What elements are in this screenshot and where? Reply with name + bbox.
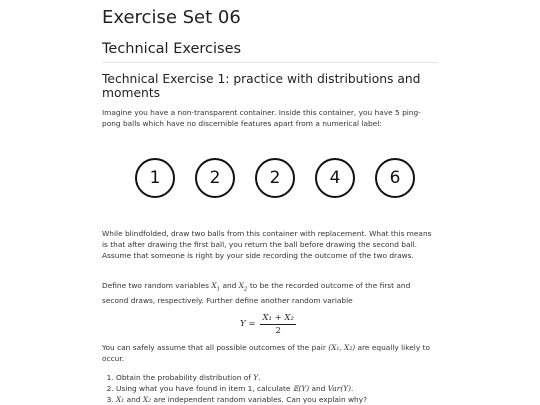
x1-symbol: $X_1$ — [211, 281, 221, 293]
section-heading: Technical Exercises — [102, 41, 242, 57]
task-item-3: 3. X₁ and X₂ are independent random variables. Can you explain why? — [116, 394, 438, 405]
section-divider — [102, 62, 438, 63]
x2-symbol: $X_2$ — [238, 281, 248, 293]
define-paragraph — [102, 280, 438, 306]
task-item-1: 1. Obtain the probability distribution of Y. — [116, 372, 438, 383]
assume-text-2: are equally likely to occur. — [102, 343, 430, 363]
assume-paragraph — [102, 342, 438, 364]
ball-2: 2 — [195, 158, 235, 198]
assume-text-1: You can safely assume that all possible outcomes of the pair — [102, 343, 326, 352]
ball-4: 4 — [315, 158, 355, 198]
equation-fraction — [260, 313, 295, 336]
y-equation — [240, 311, 296, 337]
page-title: Exercise Set 06 — [102, 7, 241, 28]
ping-pong-balls — [135, 158, 420, 200]
ball-5: 6 — [375, 158, 415, 198]
ball-3: 2 — [255, 158, 295, 198]
equation-denominator: 2 — [275, 325, 281, 336]
ball-1: 1 — [135, 158, 175, 198]
draw-paragraph: While blindfolded, draw two balls from this container with replacement. What this means is that after drawing the first ball, you return the ball before drawing the second ball. Assume that someone is right by your side recording the outcome of the two draws. — [102, 229, 432, 260]
equation-numerator: X₁ + X₂ — [262, 312, 294, 323]
intro-paragraph: Imagine you have a non-transparent container. Inside this container, you have 5 ping-pong balls which have no discernible features apart from a numerical label: — [102, 108, 421, 128]
task-item-2: 2. Using what you have found in item 1, calculate 𝔼(Y) and Var(Y). — [116, 383, 438, 394]
pair-symbol: (X₁, X₂) — [328, 343, 356, 352]
task-list — [102, 372, 438, 405]
define-and: and — [222, 281, 237, 290]
exercise-heading: Technical Exercise 1: practice with distributions and moments — [102, 72, 421, 100]
define-text-2: to be the recorded outcome of the first and second draws, respectively. Further define another random variable — [102, 281, 411, 306]
define-text-1: Define two random variables — [102, 281, 209, 290]
equation-lhs: Y = — [240, 319, 256, 329]
